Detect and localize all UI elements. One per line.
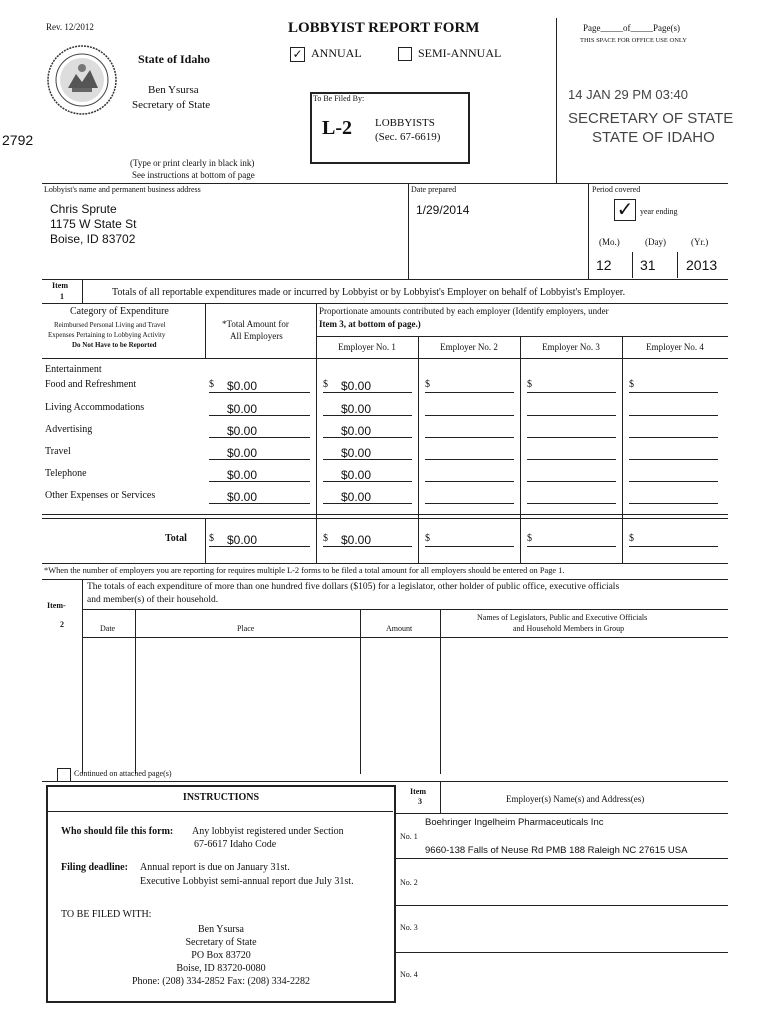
- employer-no-3-label: No. 3: [400, 923, 418, 932]
- file-with-addr-4: Boise, ID 83720-0080: [176, 963, 266, 974]
- dollar-sign: $: [527, 533, 532, 544]
- lobbyist-name[interactable]: Chris Sprute: [50, 202, 117, 216]
- category-label: Advertising: [45, 424, 93, 435]
- employer3-field[interactable]: [527, 489, 616, 504]
- employer2-field[interactable]: [425, 378, 514, 393]
- employer3-field[interactable]: [527, 445, 616, 460]
- phone-fax: Phone: (208) 334-2852 Fax: (208) 334-2282: [131, 976, 311, 987]
- month-label: (Mo.): [599, 237, 620, 247]
- lobbyist-city[interactable]: Boise, ID 83702: [50, 232, 136, 246]
- item3-number: 3: [418, 797, 422, 806]
- employer2-total-field[interactable]: [425, 532, 514, 547]
- date-prepared-value[interactable]: 1/29/2014: [416, 203, 470, 217]
- employer3-field[interactable]: [527, 467, 616, 482]
- side-number: 2792: [2, 132, 34, 148]
- total-field[interactable]: $0.00: [209, 445, 310, 460]
- item2-place-header: Place: [237, 624, 255, 633]
- employer1-address[interactable]: 9660-138 Falls of Neuse Rd PMB 188 Raleigh NC 27615 USA: [425, 845, 688, 856]
- annual-label: ANNUAL: [311, 46, 362, 60]
- period-year[interactable]: 2013: [686, 257, 718, 273]
- year-label: (Yr.): [691, 237, 709, 247]
- received-stamp-line2: STATE OF IDAHO: [592, 129, 715, 146]
- employer1-field[interactable]: $0.00: [323, 445, 412, 460]
- total-field[interactable]: $0.00: [209, 401, 310, 416]
- form-section: (Sec. 67-6619): [375, 131, 441, 143]
- employer-no-2-label: No. 2: [400, 878, 418, 887]
- item2-amount-header: Amount: [386, 624, 413, 633]
- semi-annual-checkbox[interactable]: [398, 47, 412, 61]
- employer-col-1: Employer No. 1: [338, 342, 396, 352]
- dollar-sign: $: [425, 533, 430, 544]
- dollar-sign: $: [209, 533, 214, 544]
- category-label: Food and Refreshment: [45, 379, 137, 390]
- employer1-field[interactable]: $0.00: [323, 401, 412, 416]
- item2-heading-1: The totals of each expenditure of more than one hundred five dollars ($105) for a legislator, other holder of public office, executive officials: [87, 582, 620, 592]
- item2-date-header: Date: [100, 624, 116, 633]
- employer-col-2: Employer No. 2: [440, 342, 498, 352]
- period-day[interactable]: 31: [640, 257, 656, 273]
- employer4-field[interactable]: [629, 489, 718, 504]
- form-title: LOBBYIST REPORT FORM: [288, 20, 480, 36]
- dollar-sign: $: [323, 379, 328, 390]
- file-with-label: TO BE FILED WITH:: [61, 909, 152, 920]
- employer-col-4: Employer No. 4: [646, 342, 704, 352]
- year-ending-label: year ending: [640, 207, 678, 216]
- item1-number: 1: [60, 292, 64, 301]
- employer3-field[interactable]: [527, 423, 616, 438]
- dollar-sign: $: [323, 533, 328, 544]
- employer2-field[interactable]: [425, 467, 514, 482]
- form-who: LOBBYISTS: [375, 117, 435, 129]
- period-covered-label: Period covered: [592, 185, 641, 194]
- office-use-label: THIS SPACE FOR OFFICE USE ONLY: [580, 37, 687, 44]
- item3-heading: Employer(s) Name(s) and Address(es): [506, 794, 645, 804]
- filed-by-label: To Be Filed By:: [313, 94, 365, 103]
- ink-note: (Type or print clearly in black ink): [130, 158, 255, 168]
- employer1-field[interactable]: $0.00: [323, 467, 412, 482]
- employer3-field[interactable]: [527, 401, 616, 416]
- total-field[interactable]: $0.00: [209, 423, 310, 438]
- lobbyist-address-label: Lobbyist's name and permanent business address: [44, 185, 201, 194]
- item1-label: Item: [52, 281, 68, 290]
- instructions-title: INSTRUCTIONS: [182, 792, 260, 803]
- employer4-field[interactable]: [629, 401, 718, 416]
- category-label: Living Accommodations: [45, 402, 145, 413]
- continued-label: Continued on attached page(s): [74, 769, 172, 778]
- employer1-name[interactable]: Boehringer Ingelheim Pharmaceuticals Inc: [425, 817, 604, 828]
- employer1-field[interactable]: $0.00: [323, 423, 412, 438]
- file-with-addr-2: Secretary of State: [185, 937, 257, 948]
- item2-names-header-2: and Household Members in Group: [513, 624, 625, 633]
- dollar-sign: $: [209, 379, 214, 390]
- total-amount-label-2: All Employers: [230, 331, 283, 341]
- file-with-addr-1: Ben Ysursa: [197, 924, 244, 935]
- category-note-1: Reimbursed Personal Living and Travel: [54, 321, 166, 329]
- employer4-field[interactable]: [629, 467, 718, 482]
- semi-annual-label: SEMI-ANNUAL: [418, 46, 502, 60]
- total-label: Total: [165, 533, 187, 544]
- total-amount-label-1: *Total Amount for: [222, 319, 289, 329]
- period-month[interactable]: 12: [596, 257, 612, 273]
- category-title: Category of Expenditure: [70, 306, 169, 317]
- revision-label: Rev. 12/2012: [46, 22, 94, 32]
- item2-heading-2: and member(s) of their household.: [87, 595, 219, 605]
- employer2-field[interactable]: [425, 489, 514, 504]
- item2-label: Item-: [47, 601, 66, 610]
- day-label: (Day): [645, 237, 666, 247]
- proportionate-label-1: Proportionate amounts contributed by each employer (Identify employers, under: [319, 306, 609, 316]
- employer-no-4-label: No. 4: [400, 970, 418, 979]
- received-stamp-date: 14 JAN 29 PM 03:40: [568, 87, 688, 102]
- employer3-field[interactable]: [527, 378, 616, 393]
- entertainment-label: Entertainment: [45, 364, 102, 375]
- employer4-field[interactable]: [629, 445, 718, 460]
- item2-names-header-1: Names of Legislators, Public and Executive Officials: [477, 613, 648, 622]
- employer1-field[interactable]: $0.00: [323, 378, 412, 393]
- file-with-addr-3: PO Box 83720: [191, 950, 251, 961]
- employer-no-1-label: No. 1: [400, 832, 418, 841]
- who-label: Who should file this form:: [61, 826, 174, 837]
- year-ending-checkbox[interactable]: ✓: [614, 199, 636, 221]
- idaho-seal-icon: [46, 44, 118, 116]
- category-label: Telephone: [45, 468, 87, 479]
- proportionate-label-2: Item 3, at bottom of page.): [319, 319, 421, 329]
- continued-checkbox[interactable]: [57, 768, 71, 782]
- employer1-field[interactable]: $0.00: [323, 489, 412, 504]
- grand-total-field[interactable]: $0.00: [209, 532, 310, 547]
- employer4-field[interactable]: [629, 423, 718, 438]
- category-label: Travel: [45, 446, 71, 457]
- page-count-label: Page_____of_____Page(s): [583, 23, 680, 33]
- total-field[interactable]: $0.00: [209, 489, 310, 504]
- form-code: L-2: [322, 117, 352, 139]
- employer2-field[interactable]: [425, 423, 514, 438]
- item2-number: 2: [60, 620, 64, 629]
- item3-label: Item: [410, 787, 426, 796]
- deadline-text-2: Executive Lobbyist semi-annual report due July 31st.: [140, 876, 354, 887]
- who-text-1: Any lobbyist registered under Section: [192, 826, 344, 837]
- dollar-sign: $: [527, 379, 532, 390]
- dollar-sign: $: [629, 533, 634, 544]
- category-label: Other Expenses or Services: [45, 490, 156, 501]
- employer-col-3: Employer No. 3: [542, 342, 600, 352]
- who-text-2: 67-6617 Idaho Code: [194, 839, 277, 850]
- employer3-total-field[interactable]: [527, 532, 616, 547]
- dollar-sign: $: [425, 379, 430, 390]
- date-prepared-label: Date prepared: [411, 185, 457, 194]
- employer4-total-field[interactable]: [629, 532, 718, 547]
- received-stamp-line1: SECRETARY OF STATE: [568, 110, 734, 127]
- employers-footnote: *When the number of employers you are reporting for requires multiple L-2 forms to be filed a total amount for all employers should be entered on Page 1.: [44, 566, 565, 575]
- category-note-2: Expenses Pertaining to Lobbying Activity: [48, 331, 166, 339]
- lobbyist-street[interactable]: 1175 W State St: [50, 217, 137, 231]
- employer2-field[interactable]: [425, 445, 514, 460]
- secretary-title: Secretary of State: [132, 99, 211, 111]
- employer2-field[interactable]: [425, 401, 514, 416]
- dollar-sign: $: [629, 379, 634, 390]
- instructions-note: See instructions at bottom of page: [132, 170, 255, 180]
- category-note-3: Do Not Have to be Reported: [72, 341, 157, 349]
- deadline-label: Filing deadline:: [61, 862, 128, 873]
- annual-checkbox[interactable]: ✓: [290, 47, 305, 62]
- employer4-field[interactable]: [629, 378, 718, 393]
- secretary-name: Ben Ysursa: [148, 84, 199, 96]
- deadline-text-1: Annual report is due on January 31st.: [140, 862, 290, 873]
- total-field[interactable]: $0.00: [209, 467, 310, 482]
- item1-heading: Totals of all reportable expenditures made or incurred by Lobbyist or by Lobbyist's Employer on behalf of Lobbyist's Employer.: [112, 287, 626, 298]
- state-name: State of Idaho: [138, 52, 211, 66]
- total-field[interactable]: $0.00: [209, 378, 310, 393]
- employer1-total-field[interactable]: $0.00: [323, 532, 412, 547]
